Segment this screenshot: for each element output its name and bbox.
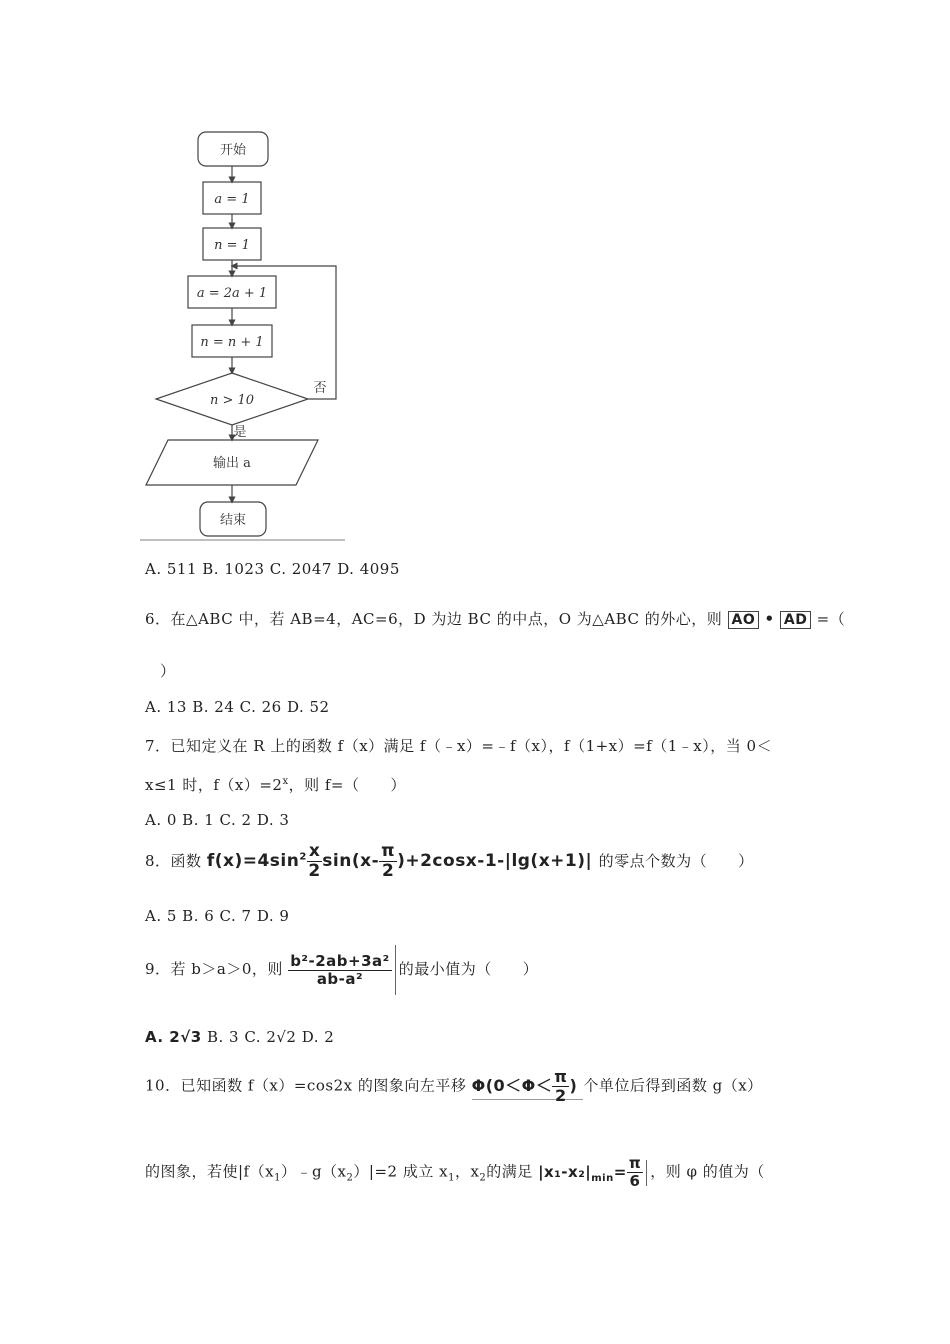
vector-ao: AO xyxy=(728,611,760,629)
q7-line1: 7．已知定义在 R 上的函数 f（x）满足 f（﹣x）=﹣f（x），f（1+x）=f（1﹣x），当 0＜ xyxy=(145,737,773,755)
q5-options: A. 511 B. 1023 C. 2047 D. 4095 xyxy=(145,560,400,578)
q8-stem: 8．函数 $f(x)=4\sin^2$ $\frac{x}{2}$ sin(x- $\frac{\pi}{2}$ )+2cosx-1-|lg(x+1)| 的零点个数为（ ） xyxy=(145,841,754,881)
q9-options: A. 2√3 B. 3 C. 2√2 D. 2 xyxy=(145,1028,335,1046)
flowchart xyxy=(140,120,360,550)
svg-text:开始: 开始 xyxy=(219,143,247,158)
svg-text:是: 是 xyxy=(233,425,247,440)
q10-line1: 10．已知函数 f（x）=cos2x 的图象向左平移 Φ(0＜Φ＜ $\frac{\pi}{2}$ ) 个单位后得到函数 g（x） xyxy=(145,1067,763,1105)
svg-text:a = 2a + 1: a = 2a + 1 xyxy=(196,286,268,301)
svg-text:否: 否 xyxy=(313,381,327,396)
svg-text:结束: 结束 xyxy=(219,513,247,528)
vector-ad: AD xyxy=(780,611,811,629)
q6-options: A. 13 B. 24 C. 26 D. 52 xyxy=(145,698,330,716)
q8-formula: $f(x)=4\sin^2$ $\frac{x}{2}$ sin(x- $\frac{\pi}{2}$ )+2cosx-1-|lg(x+1)| xyxy=(206,841,599,881)
q6-close: ） xyxy=(160,662,176,680)
q7-line2: x≤1 时，$f(x)=2^x$，则 f=（ ） xyxy=(145,776,406,794)
svg-text:输出 a: 输出 a xyxy=(213,456,251,471)
q10-line2: 的图象，若使$|f(x_1)﹣g(x_2)|=2$ 成立 $x_1$，$x_2$的满足 $|x_1-x_2|_{min}=$ $\frac{\pi}{6}$ ，则 φ 的值为（ xyxy=(145,1154,765,1190)
q7-options: A. 0 B. 1 C. 2 D. 3 xyxy=(145,811,290,829)
svg-text:n > 10: n > 10 xyxy=(209,393,255,408)
svg-text:n = 1: n = 1 xyxy=(214,238,250,253)
q6-stem: 6．在△ABC 中，若 AB=4，AC=6，D 为边 BC 的中点，O 为△ABC 的外心，则 AO • AD =（ xyxy=(145,610,846,628)
svg-text:n = n + 1: n = n + 1 xyxy=(200,335,264,350)
svg-text:a = 1: a = 1 xyxy=(214,192,250,207)
q9-stem: 9．若 b＞a＞0，则 $\frac{\text{b²-2ab+3a²}}{\text{ab-a²}}$ 的最小值为（ ） xyxy=(145,945,538,995)
q8-options: A. 5 B. 6 C. 7 D. 9 xyxy=(145,907,290,925)
